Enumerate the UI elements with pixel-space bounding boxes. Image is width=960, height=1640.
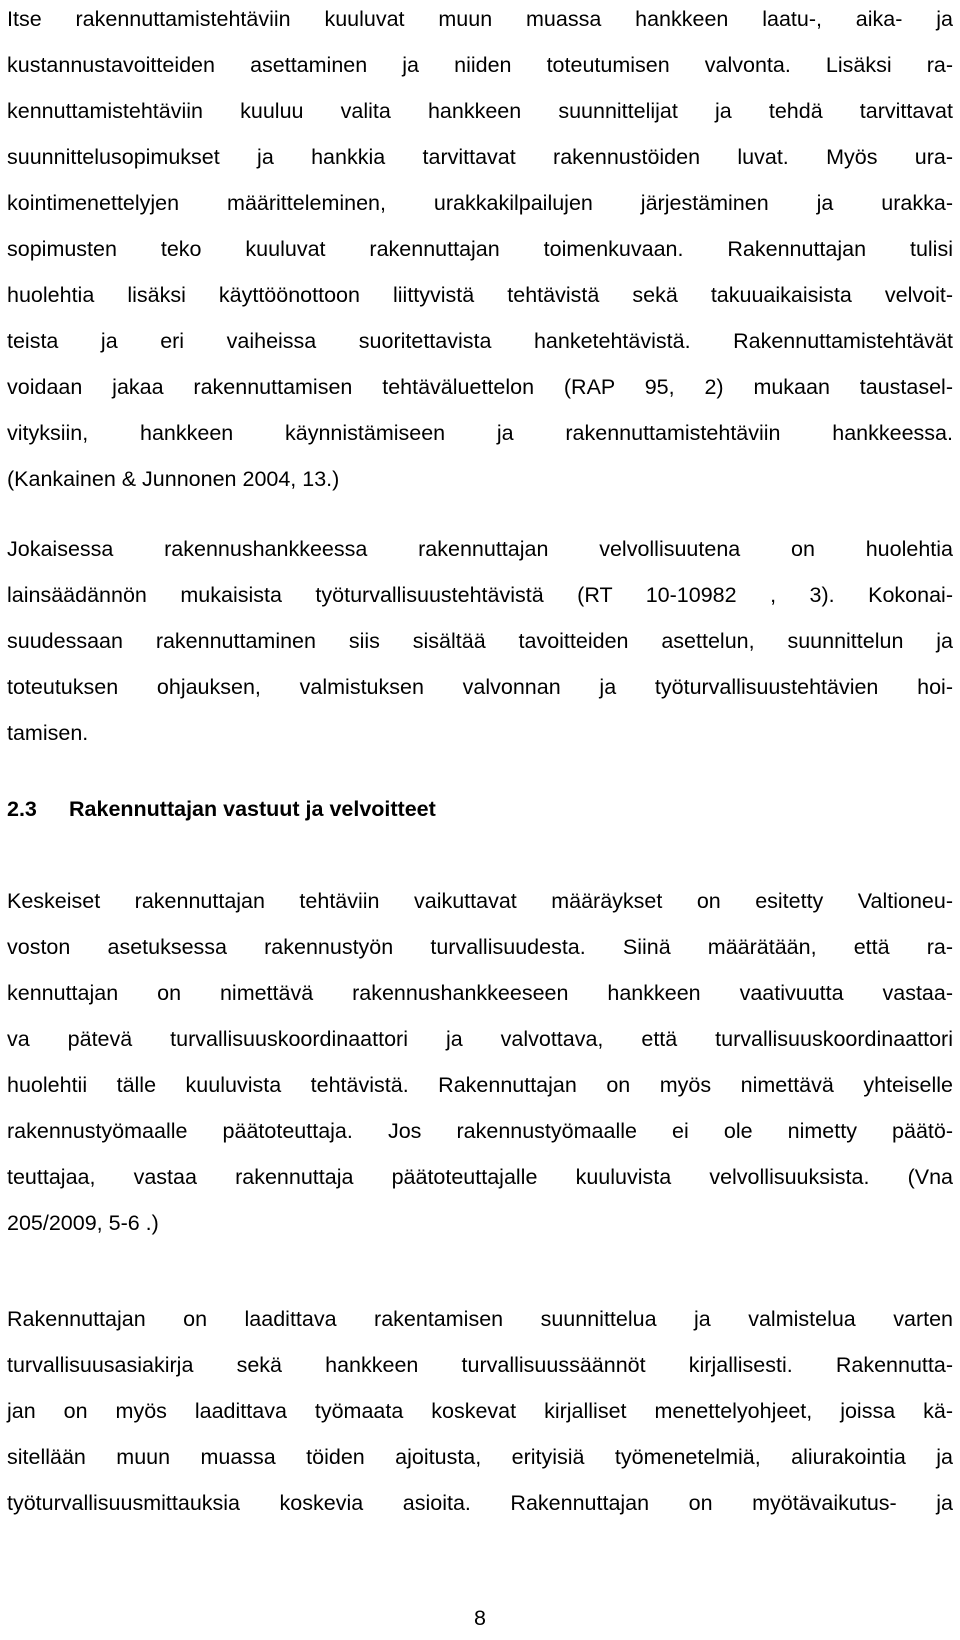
paragraph-line: teista ja eri vaiheissa suoritettavista hanketehtävistä. Rakennuttamistehtävät: [7, 329, 953, 353]
paragraph-2: [7, 526, 953, 756]
paragraph-line: kennuttajan on nimettävä rakennushankkeeseen hankkeen vaativuutta vastaa-: [7, 981, 953, 1005]
paragraph-line: sopimusten teko kuuluvat rakennuttajan toimenkuvaan. Rakennuttajan tulisi: [7, 237, 953, 261]
paragraph-line: kennuttamistehtäviin kuuluu valita hankkeen suunnittelijat ja tehdä tarvittavat: [7, 99, 953, 123]
paragraph-line: Rakennuttajan on laadittava rakentamisen suunnittelua ja valmistelua varten: [7, 1307, 953, 1331]
paragraph-line: kointimenettelyjen määritteleminen, urakkakilpailujen järjestäminen ja urakka-: [7, 191, 953, 215]
section-heading: [7, 786, 436, 832]
section-number: 2.3: [7, 797, 37, 821]
paragraph-line: huolehtii tälle kuuluvista tehtävistä. Rakennuttajan on myös nimettävä yhteiselle: [7, 1073, 953, 1097]
paragraph-line: (Kankainen & Junnonen 2004, 13.): [7, 467, 340, 491]
paragraph-line: va pätevä turvallisuuskoordinaattori ja valvottava, että turvallisuuskoordinaattori: [7, 1027, 953, 1051]
paragraph-line: lainsäädännön mukaisista työturvallisuustehtävistä (RT 10-10982 , 3). Kokonai-: [7, 583, 953, 607]
paragraph-line: jan on myös laadittava työmaata koskevat kirjalliset menettelyohjeet, joissa kä-: [7, 1399, 953, 1423]
paragraph-line: Keskeiset rakennuttajan tehtäviin vaikuttavat määräykset on esitetty Valtioneu-: [7, 889, 953, 913]
paragraph-line: vityksiin, hankkeen käynnistämiseen ja rakennuttamistehtäviin hankkeessa.: [7, 421, 953, 445]
paragraph-4: [7, 1296, 953, 1526]
paragraph-line: suunnittelusopimukset ja hankkia tarvittavat rakennustöiden luvat. Myös ura-: [7, 145, 953, 169]
paragraph-1: [7, 0, 953, 502]
paragraph-line: 205/2009, 5-6 .): [7, 1211, 159, 1235]
paragraph-line: turvallisuusasiakirja sekä hankkeen turvallisuussäännöt kirjallisesti. Rakennutta-: [7, 1353, 953, 1377]
paragraph-line: Itse rakennuttamistehtäviin kuuluvat muun muassa hankkeen laatu-, aika- ja: [7, 7, 953, 31]
section-title: Rakennuttajan vastuut ja velvoitteet: [69, 797, 436, 821]
paragraph-line: tamisen.: [7, 721, 89, 745]
paragraph-line: toteutuksen ohjauksen, valmistuksen valvonnan ja työturvallisuustehtävien hoi-: [7, 675, 953, 699]
paragraph-3: [7, 878, 953, 1246]
paragraph-line: voston asetuksessa rakennustyön turvallisuudesta. Siinä määrätään, että ra-: [7, 935, 953, 959]
paragraph-line: sitellään muun muassa töiden ajoitusta, erityisiä työmenetelmiä, aliurakointia ja: [7, 1445, 953, 1469]
paragraph-line: huolehtia lisäksi käyttöönottoon liittyvistä tehtävistä sekä takuuaikaisista velvoit-: [7, 283, 953, 307]
paragraph-line: rakennustyömaalle päätoteuttaja. Jos rakennustyömaalle ei ole nimetty päätö-: [7, 1119, 953, 1143]
paragraph-line: työturvallisuusmittauksia koskevia asioita. Rakennuttajan on myötävaikutus- ja: [7, 1491, 953, 1515]
paragraph-line: teuttajaa, vastaa rakennuttaja päätoteuttajalle kuuluvista velvollisuuksista. (Vna: [7, 1165, 953, 1189]
page-number: 8: [474, 1606, 486, 1630]
paragraph-line: voidaan jakaa rakennuttamisen tehtäväluettelon (RAP 95, 2) mukaan taustasel-: [7, 375, 953, 399]
paragraph-line: kustannustavoitteiden asettaminen ja niiden toteutumisen valvonta. Lisäksi ra-: [7, 53, 953, 77]
paragraph-line: Jokaisessa rakennushankkeessa rakennuttajan velvollisuutena on huolehtia: [7, 537, 953, 561]
paragraph-line: suudessaan rakennuttaminen siis sisältää tavoitteiden asettelun, suunnittelun ja: [7, 629, 953, 653]
